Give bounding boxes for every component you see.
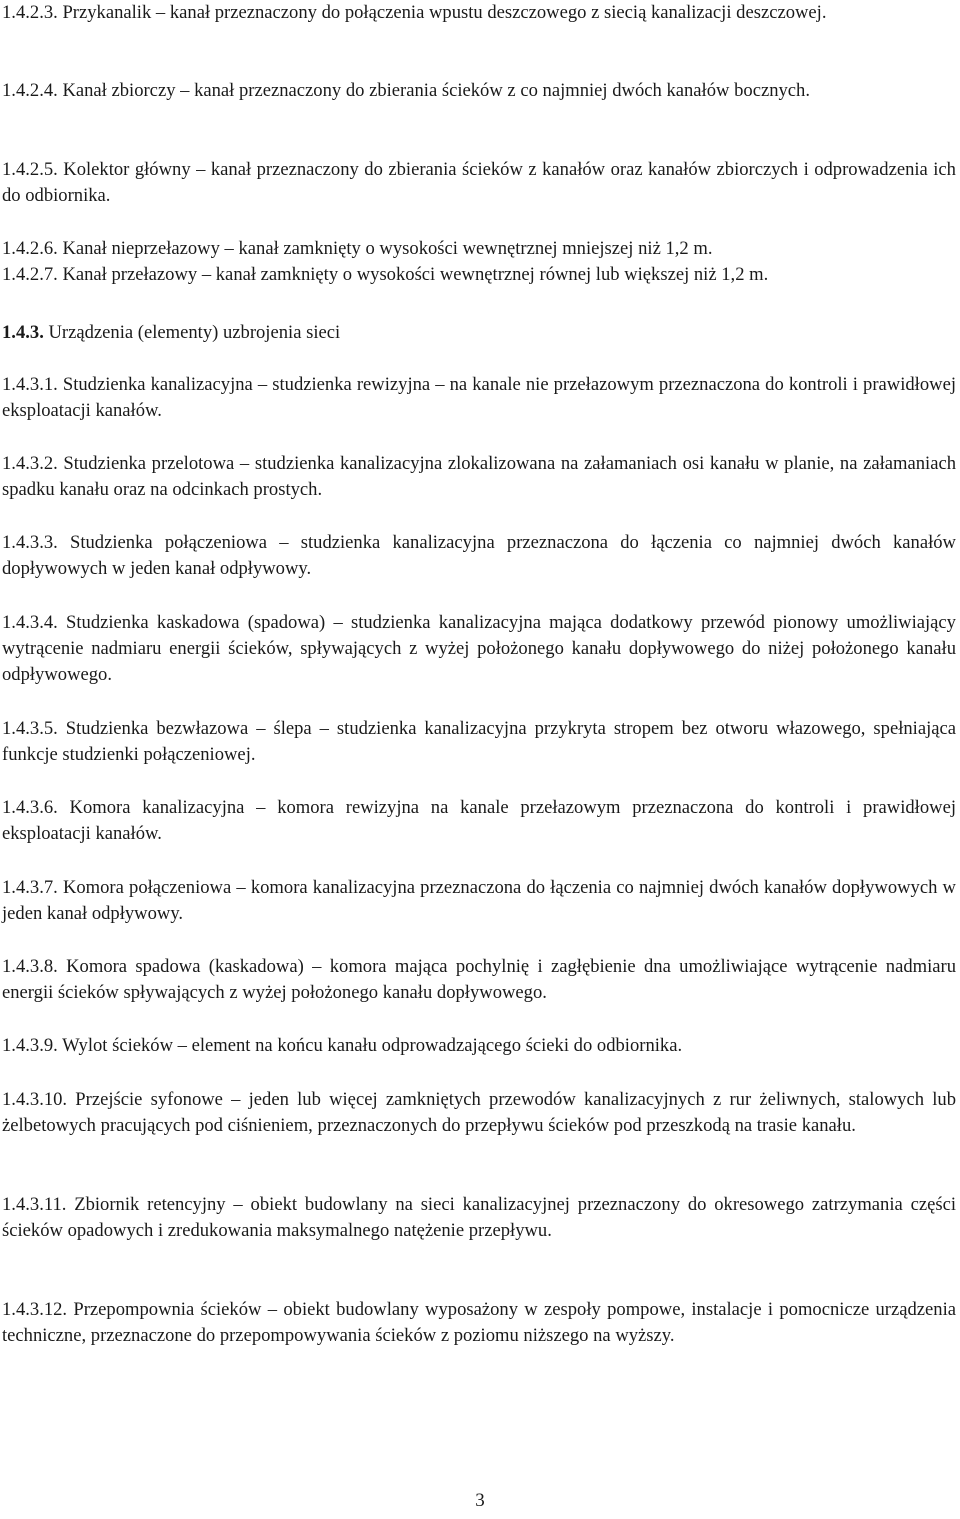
paragraph-text: Kolektor główny – kanał przeznaczony do zbierania ścieków z kanałów oraz kanałów zbiorczych i odprowadzenia ich do odbiornika. <box>2 159 956 207</box>
paragraph-text: Przejście syfonowe – jeden lub więcej zamkniętych przewodów kanalizacyjnych z rur żeliwnych, stalowych lub żelbetowych pracujących pod ciśnieniem, przeznaczonych do przepływu ścieków pod przeszkodą na trasie kanału. <box>2 1089 956 1137</box>
definition-1-4-3-10 <box>2 1087 956 1139</box>
paragraph-number: 1.4.3.2. <box>2 453 58 474</box>
paragraph-text: Przykanalik – kanał przeznaczony do połączenia wpustu deszczowego z siecią kanalizacji deszczowej. <box>62 2 827 23</box>
paragraph-text: Studzienka bezwłazowa – ślepa – studzienka kanalizacyjna przykryta stropem bez otworu włazowego, spełniająca funkcje studzienki połączeniowej. <box>2 718 957 766</box>
paragraph-number: 1.4.3.12. <box>2 1299 68 1320</box>
definition-1-4-2-6 <box>2 236 956 262</box>
definition-1-4-2-4 <box>2 78 956 104</box>
section-heading-1-4-3 <box>2 320 956 346</box>
paragraph-number: 1.4.3.6. <box>2 797 58 818</box>
paragraph-number: 1.4.2.4. <box>2 80 58 101</box>
definition-1-4-2-5 <box>2 157 956 209</box>
paragraph-text: Kanał zbiorczy – kanał przeznaczony do zbierania ścieków z co najmniej dwóch kanałów bocznych. <box>62 80 810 101</box>
paragraph-number: 1.4.3.8. <box>2 956 58 977</box>
paragraph-number: 1.4.2.6. <box>2 238 58 259</box>
definition-1-4-3-11 <box>2 1192 956 1244</box>
definition-1-4-3-3 <box>2 530 956 582</box>
paragraph-number: 1.4.3.5. <box>2 718 58 739</box>
definition-1-4-3-5 <box>2 716 956 768</box>
paragraph-number: 1.4.3.3. <box>2 532 58 553</box>
paragraph-number: 1.4.2.7. <box>2 264 58 285</box>
paragraph-number: 1.4.3.7. <box>2 877 58 898</box>
paragraph-number: 1.4.3.4. <box>2 612 58 633</box>
paragraph-text: Komora połączeniowa – komora kanalizacyjna przeznaczona do łączenia co najmniej dwóch kanałów dopływowych w jeden kanał odpływowy. <box>2 877 956 925</box>
paragraph-text: Kanał nieprzełazowy – kanał zamknięty o wysokości wewnętrznej mniejszej niż 1,2 m. <box>62 238 713 259</box>
definition-1-4-3-12 <box>2 1297 956 1349</box>
definition-1-4-2-7 <box>2 262 956 288</box>
definition-1-4-3-6 <box>2 795 956 847</box>
paragraph-text: Studzienka połączeniowa – studzienka kanalizacyjna przeznaczona do łączenia co najmniej dwóch kanałów dopływowych w jeden kanał odpływowy. <box>2 532 956 580</box>
definition-1-4-3-8 <box>2 954 956 1006</box>
definition-1-4-3-7 <box>2 875 956 927</box>
paragraph-number: 1.4.2.3. <box>2 2 58 23</box>
paragraph-text: Przepompownia ścieków – obiekt budowlany wyposażony w zespoły pompowe, instalacje i pomocnicze urządzenia techniczne, przeznaczone do przepompowywania ścieków z poziomu niższego na wyższy. <box>2 1299 957 1347</box>
paragraph-text: Studzienka kaskadowa (spadowa) – studzienka kanalizacyjna mająca dodatkowy przewód pionowy umożliwiający wytrącenie nadmiaru energii ścieków, spływających z wyżej położonego kanału dopływowego do niżej położonego kanału odpływowego. <box>2 612 956 686</box>
paragraph-text: Wylot ścieków – element na końcu kanału odprowadzającego ścieki do odbiornika. <box>62 1035 683 1056</box>
definition-1-4-3-9 <box>2 1033 956 1059</box>
paragraph-number: 1.4.2.5. <box>2 159 58 180</box>
paragraph-text: Komora spadowa (kaskadowa) – komora mająca pochylnię i zagłębienie dna umożliwiające wytrącenie nadmiaru energii ścieków spływających z wyżej położonego kanału dopływowego. <box>2 956 957 1004</box>
definition-1-4-3-1 <box>2 372 956 424</box>
section-title: Urządzenia (elementy) uzbrojenia sieci <box>48 322 341 343</box>
definition-1-4-2-3 <box>2 0 956 26</box>
definition-1-4-3-2 <box>2 451 956 503</box>
paragraph-text: Kanał przełazowy – kanał zamknięty o wysokości wewnętrznej równej lub większej niż 1,2 m. <box>62 264 769 285</box>
section-number: 1.4.3. <box>2 322 44 343</box>
paragraph-number: 1.4.3.1. <box>2 374 58 395</box>
paragraph-number: 1.4.3.9. <box>2 1035 58 1056</box>
paragraph-number: 1.4.3.11. <box>2 1194 67 1215</box>
paragraph-text: Komora kanalizacyjna – komora rewizyjna na kanale przełazowym przeznaczona do kontroli i prawidłowej eksploatacji kanałów. <box>2 797 956 845</box>
paragraph-number: 1.4.3.10. <box>2 1089 68 1110</box>
paragraph-text: Zbiornik retencyjny – obiekt budowlany na sieci kanalizacyjnej przeznaczony do okresowego zatrzymania części ścieków opadowych i zredukowania maksymalnego natężenie przepływu. <box>2 1194 956 1242</box>
paragraph-text: Studzienka przelotowa – studzienka kanalizacyjna zlokalizowana na załamaniach osi kanału w planie, na załamaniach spadku kanału oraz na odcinkach prostych. <box>2 453 956 501</box>
definition-1-4-3-4 <box>2 610 956 689</box>
paragraph-text: Studzienka kanalizacyjna – studzienka rewizyjna – na kanale nie przełazowym przeznaczona do kontroli i prawidłowej eksploatacji kanałów. <box>2 374 956 422</box>
page-number: 3 <box>475 1490 485 1511</box>
